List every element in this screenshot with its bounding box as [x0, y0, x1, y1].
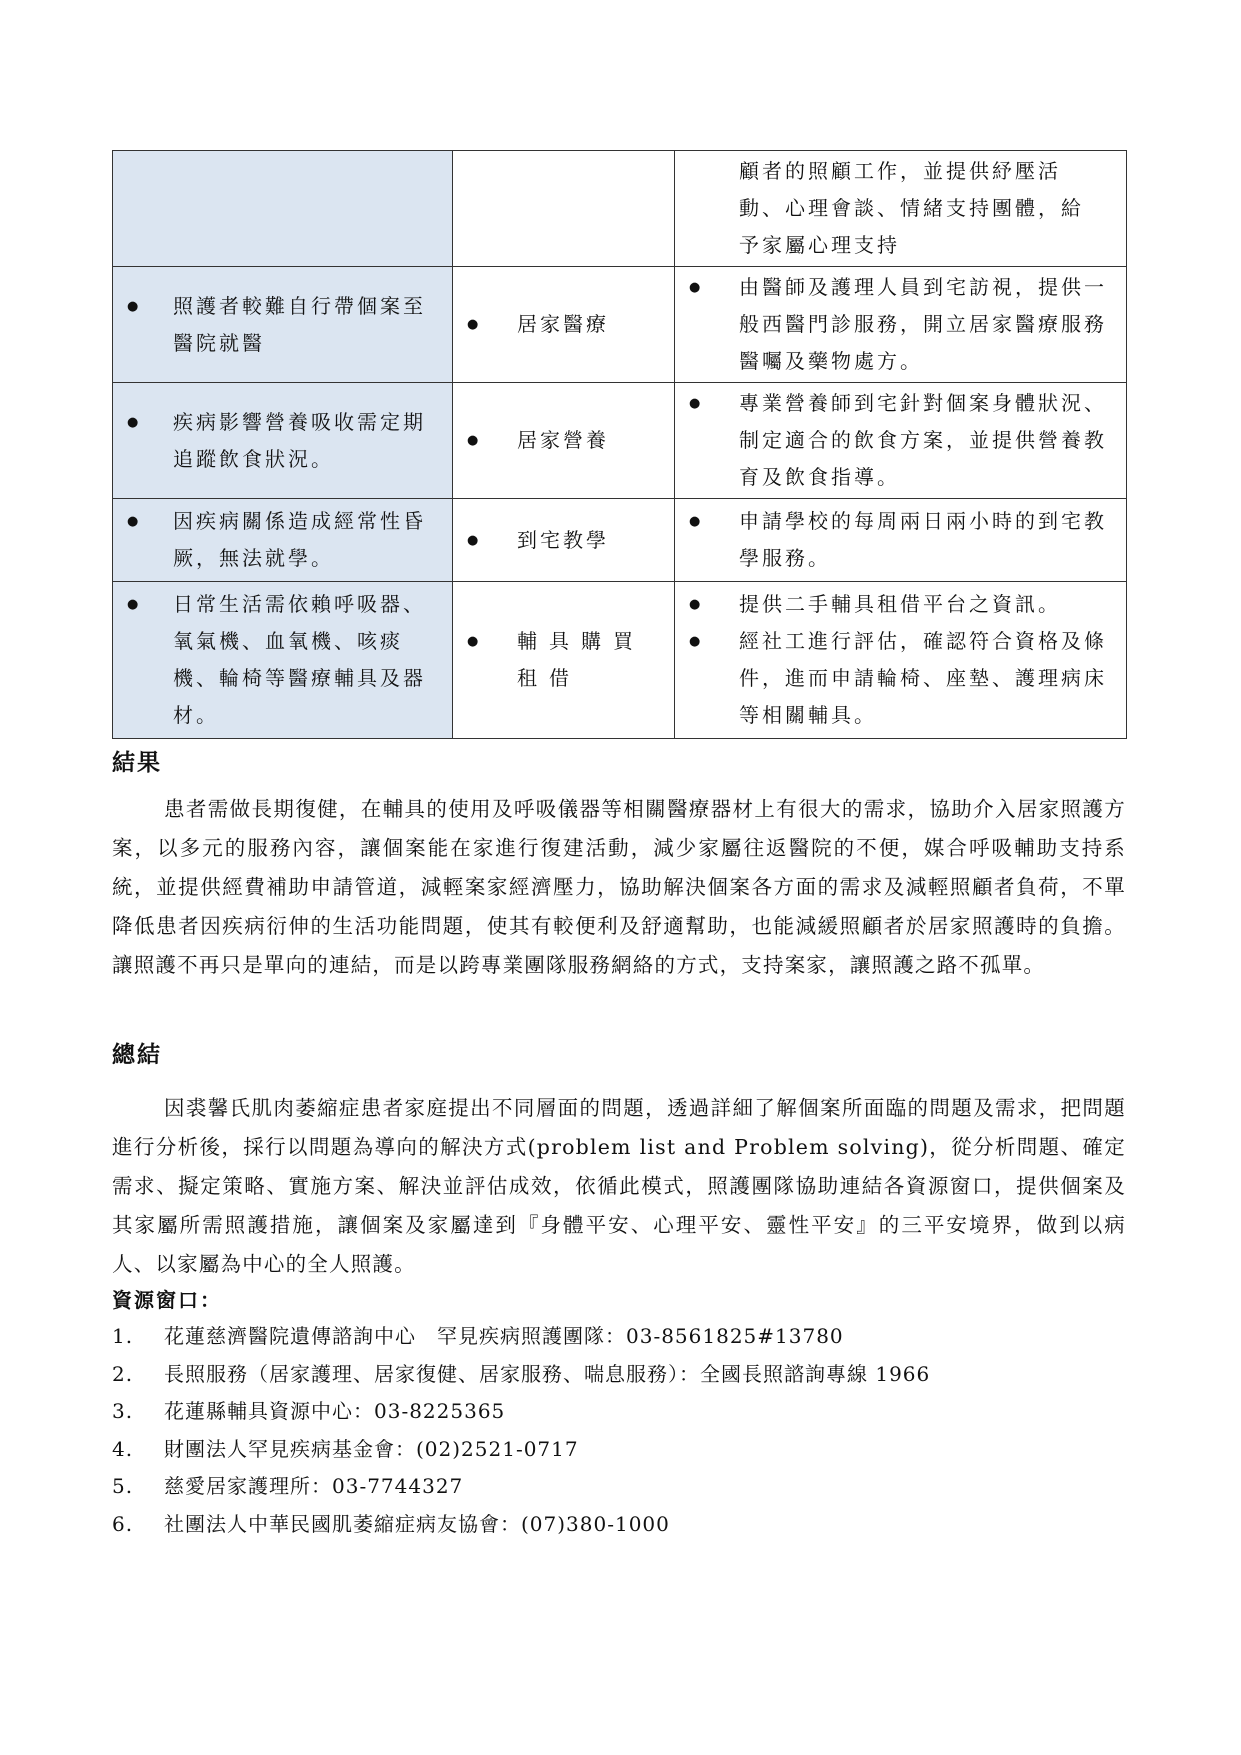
resource-text: 社團法人中華民國肌萎縮症病友協會：(07)380-1000 — [164, 1511, 670, 1536]
results-paragraph: 患者需做長期復健，在輔具的使用及呼吸儀器等相關醫療器材上有很大的需求，協助介入居家照護方案，以多元的服務內容，讓個案能在家進行復建活動，減少家屬往返醫院的不便，媒合呼吸輔助支持系統，並提供經費補助申請管道，減輕案家經濟壓力，協助解決個案各方面的需求及減輕照顧者負荷，不單降低患者因疾病衍伸的生活功能問題，使其有較便利及舒適幫助，也能減緩照顧者於居家照護時的負擔。讓照護不再只是單向的連結，而是以跨專業團隊服務網絡的方式，支持案家，讓照護之路不孤單。 — [112, 797, 1126, 977]
resource-item — [112, 1506, 930, 1544]
detail-cell — [675, 267, 1127, 383]
resource-number: 5. — [112, 1474, 134, 1498]
resource-item — [112, 1318, 930, 1356]
detail-text: 專業營養師到宅針對個案身體狀況、制定適合的飲食方案，並提供營養教育及飲食指導。 — [739, 391, 1107, 489]
table-row — [113, 582, 1127, 739]
need-cell — [113, 499, 453, 582]
resource-number: 1. — [112, 1324, 134, 1348]
resources-list — [112, 1318, 930, 1543]
need-cell — [113, 151, 453, 267]
resource-text: 花蓮縣輔具資源中心：03-8225365 — [164, 1399, 506, 1423]
service-cell — [453, 267, 675, 383]
detail-continuation-line: 顧者的照顧工作，並提供紓壓活 — [739, 159, 1061, 183]
resource-number: 4. — [112, 1436, 134, 1461]
need-cell — [113, 267, 453, 383]
service-text: 居家醫療 — [517, 312, 609, 336]
resource-text: 長照服務（居家護理、居家復健、居家服務、喘息服務）：全國長照諮詢專線 1966 — [164, 1361, 931, 1386]
need-text: 日常生活需依賴呼吸器、氧氣機、血氧機、咳痰機、輪椅等醫療輔具及器材。 — [173, 592, 426, 727]
service-cell — [453, 151, 675, 267]
bullet-icon: ● — [689, 597, 701, 612]
bullet-icon: ● — [467, 433, 479, 448]
resource-number: 6. — [112, 1511, 134, 1536]
resource-item — [112, 1356, 930, 1394]
resource-item — [112, 1393, 930, 1431]
service-text: 輔具購買租借 — [517, 629, 645, 690]
resources-heading: 資源窗口： — [112, 1288, 222, 1312]
detail-continuation-line: 予家屬心理支持 — [739, 233, 900, 257]
need-bullet-item — [127, 503, 442, 577]
table-row — [113, 267, 1127, 383]
detail-text: 經社工進行評估，確認符合資格及條件，進而申請輪椅、座墊、護理病床等相關輔具。 — [739, 629, 1107, 727]
table-row — [113, 499, 1127, 582]
resource-text: 慈愛居家護理所：03-7744327 — [164, 1474, 464, 1498]
bullet-icon: ● — [127, 298, 139, 314]
service-cell — [453, 383, 675, 499]
detail-bullet-item — [689, 269, 1116, 380]
detail-bullet-item — [689, 623, 1116, 734]
need-bullet-item — [127, 288, 442, 362]
bullet-icon: ● — [689, 514, 701, 529]
detail-cell — [675, 582, 1127, 739]
service-text: 居家營養 — [517, 428, 609, 452]
service-bullet-item — [467, 306, 666, 343]
detail-cell — [675, 499, 1127, 582]
detail-text: 申請學校的每周兩日兩小時的到宅教學服務。 — [739, 509, 1107, 570]
bullet-icon: ● — [467, 317, 479, 332]
bullet-icon: ● — [467, 634, 479, 649]
need-text: 因疾病關係造成經常性昏厥，無法就學。 — [173, 509, 426, 570]
need-text: 疾病影響營養吸收需定期追蹤飲食狀況。 — [173, 409, 426, 471]
bullet-icon: ● — [467, 532, 479, 548]
bullet-icon: ● — [127, 597, 139, 612]
service-bullet-item — [467, 522, 666, 559]
detail-bullet-item — [689, 586, 1116, 623]
detail-text: 由醫師及護理人員到宅訪視，提供一般西醫門診服務，開立居家醫療服務醫囑及藥物處方。 — [739, 275, 1107, 373]
summary-paragraph: 因裘馨氏肌肉萎縮症患者家庭提出不同層面的問題，透過詳細了解個案所面臨的問題及需求，把問題進行分析後，採行以問題為導向的解決方式(problem list and Problem solving)，從分析問題、確定需求、擬定策略、實施方案、解決並評估成效，依循此模式，照護團隊協助連結各資源窗口，提供個案及其家屬所需照護措施，讓個案及家屬達到『身體平安、心理平安、靈性平安』的三平安境界，做到以病人、以家屬為中心的全人照護。 — [112, 1096, 1126, 1276]
bullet-icon: ● — [127, 414, 139, 430]
resource-item — [112, 1468, 930, 1506]
detail-cell — [675, 151, 1127, 267]
resource-text: 財團法人罕見疾病基金會：(02)2521-0717 — [164, 1436, 579, 1461]
resource-text: 花蓮慈濟醫院遺傳諮詢中心 罕見疾病照護團隊：03-8561825#13780 — [164, 1324, 844, 1348]
detail-bullet-item — [689, 385, 1116, 496]
service-cell — [453, 499, 675, 582]
care-plan-table — [112, 150, 1127, 739]
detail-cell — [675, 383, 1127, 499]
service-bullet-item — [467, 422, 666, 459]
resource-number: 2. — [112, 1361, 134, 1386]
bullet-icon: ● — [127, 514, 139, 529]
need-bullet-item — [127, 586, 442, 734]
care-plan-table-body — [113, 151, 1127, 739]
service-bullet-item — [467, 623, 666, 697]
service-text: 到宅教學 — [517, 527, 609, 552]
need-cell — [113, 383, 453, 499]
detail-continuation-line: 動、心理會談、情緒支持團體，給 — [739, 196, 1084, 220]
resource-number: 3. — [112, 1399, 134, 1423]
summary-heading: 總結 — [112, 1042, 162, 1068]
table-row — [113, 151, 1127, 267]
need-text: 照護者較難自行帶個案至醫院就醫 — [173, 293, 426, 355]
bullet-icon: ● — [689, 280, 701, 295]
bullet-icon: ● — [689, 396, 701, 411]
detail-text: 提供二手輔具租借平台之資訊。 — [739, 592, 1061, 616]
results-heading: 結果 — [112, 750, 162, 776]
bullet-icon: ● — [689, 634, 701, 649]
need-bullet-item — [127, 404, 442, 478]
resource-item — [112, 1431, 930, 1469]
service-cell — [453, 582, 675, 739]
table-row — [113, 383, 1127, 499]
need-cell — [113, 582, 453, 739]
detail-bullet-item — [689, 503, 1116, 577]
